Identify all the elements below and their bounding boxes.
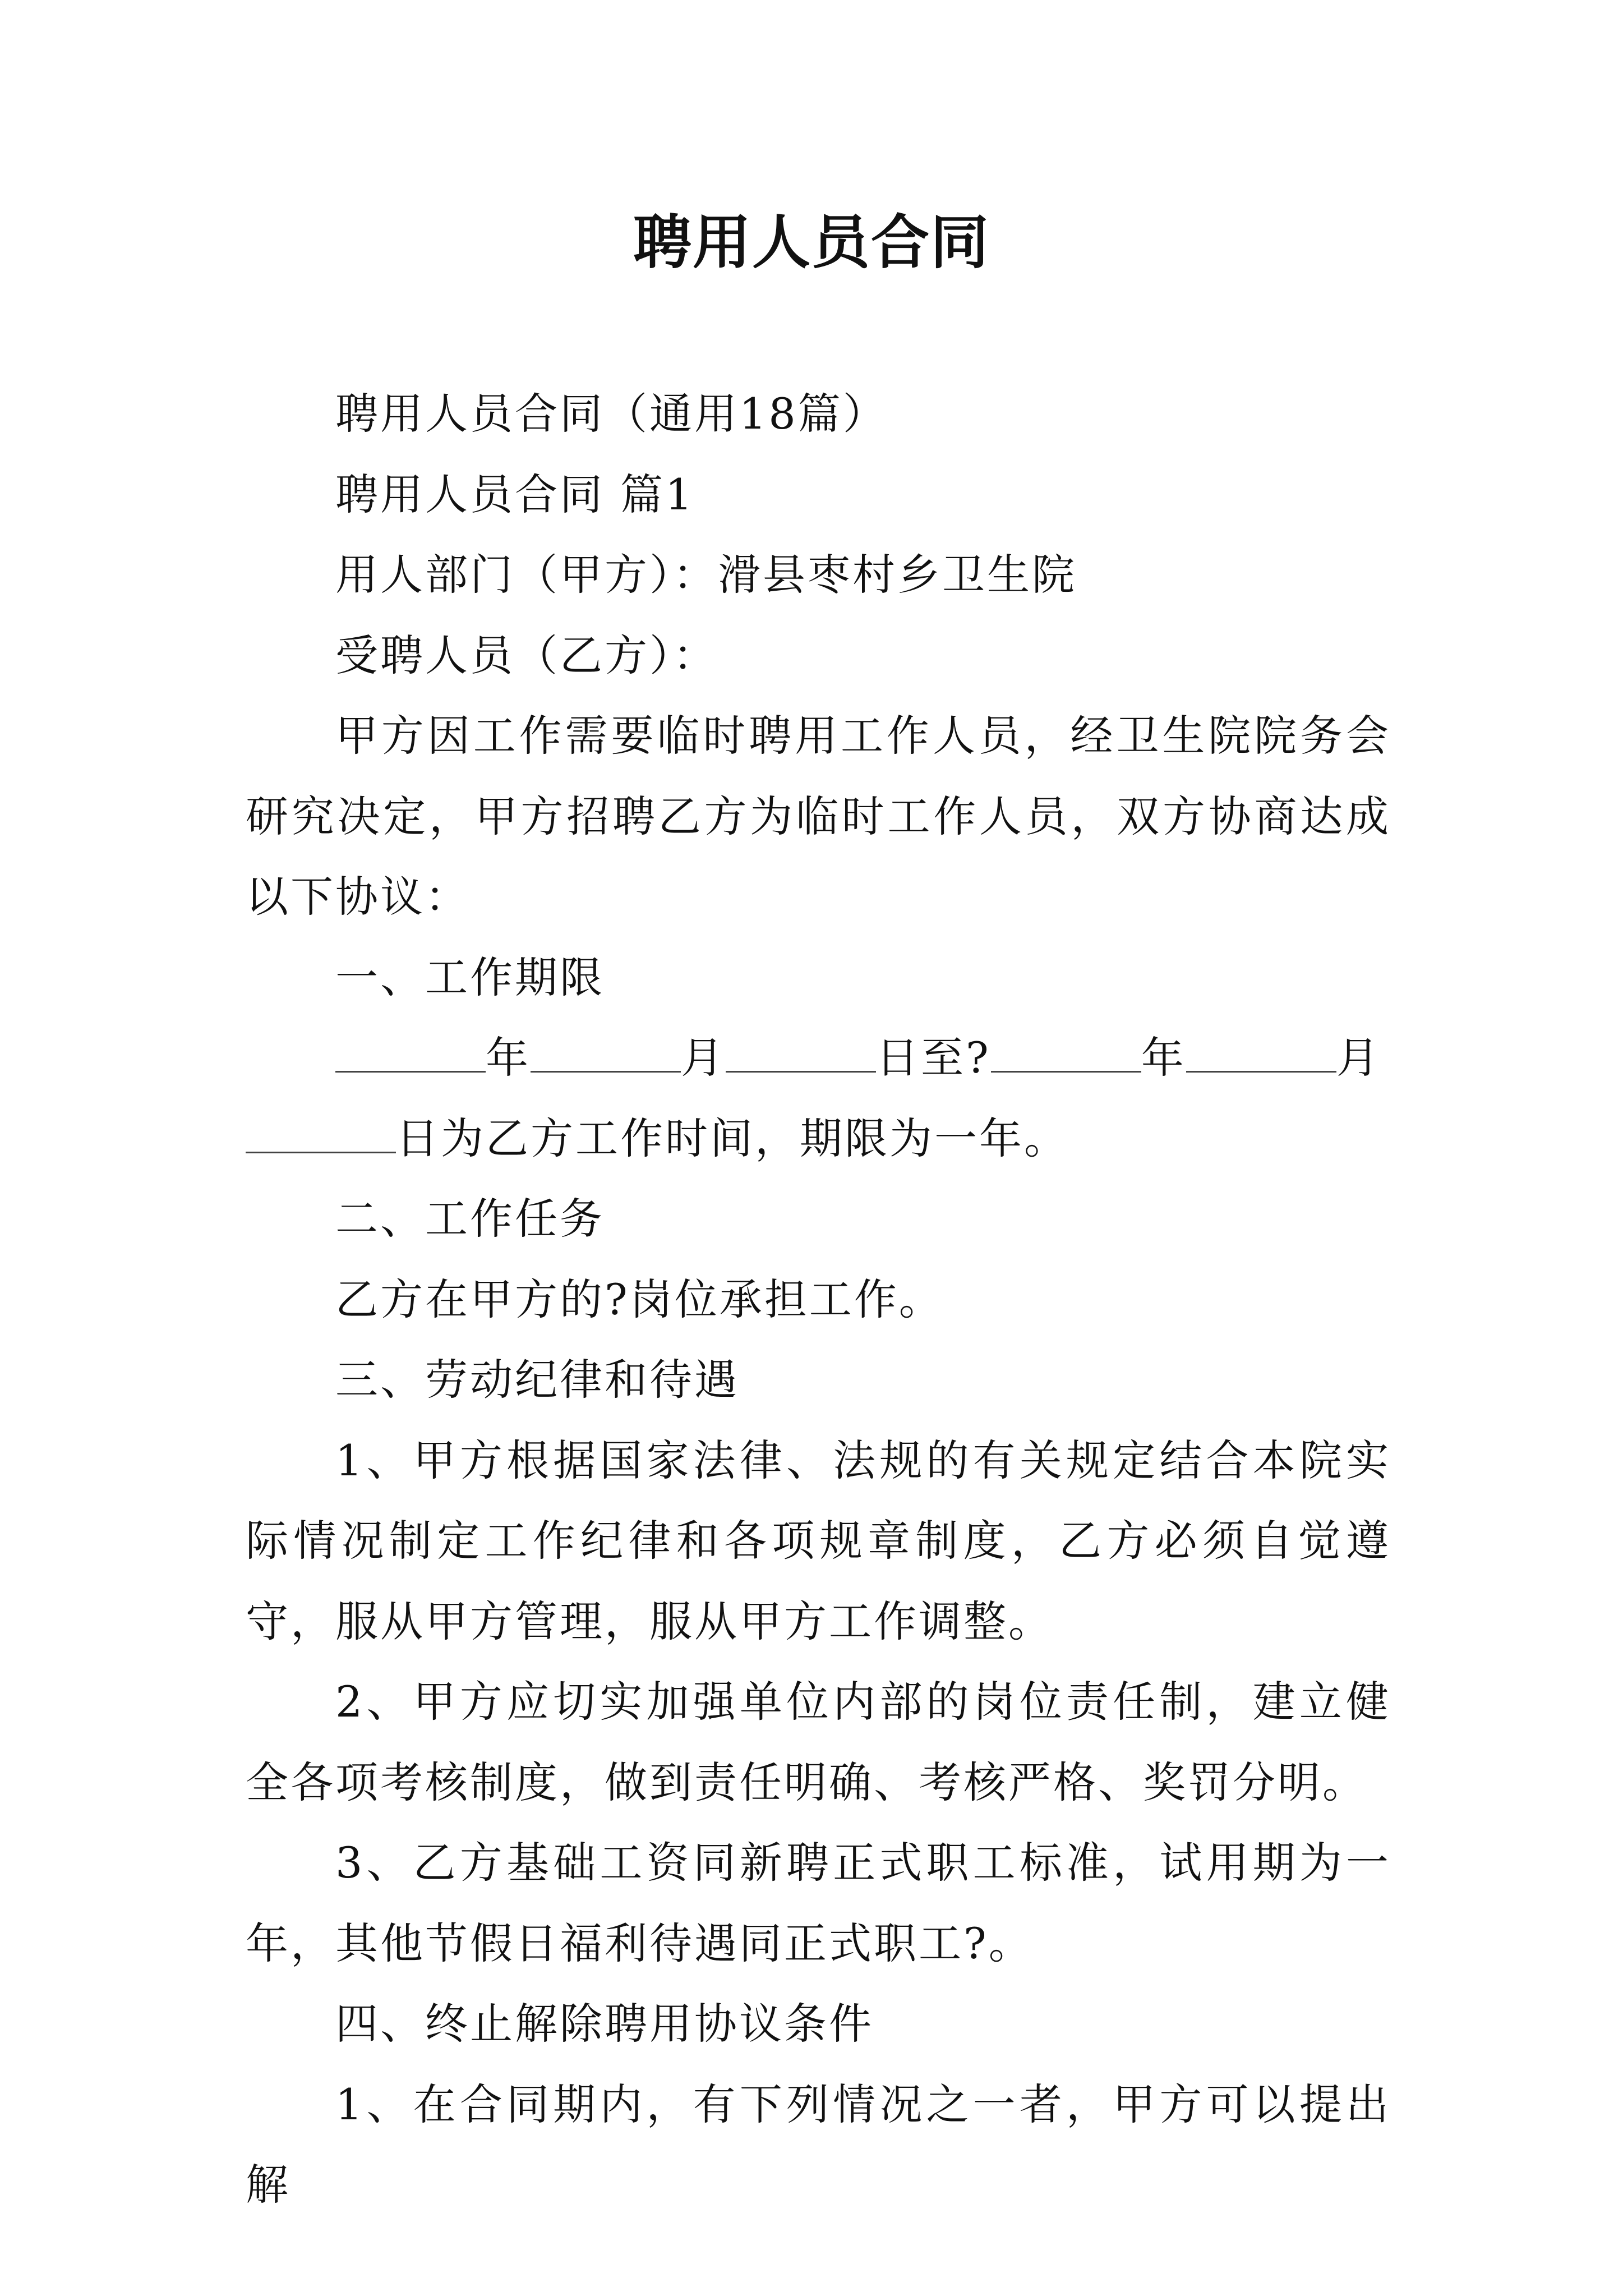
blank-field — [246, 1115, 396, 1153]
paragraph: 用人部门（甲方）：滑县枣村乡卫生院 — [335, 550, 1077, 600]
paragraph: 乙方在甲方的?岗位承担工作。 — [335, 1274, 944, 1324]
blank-field — [726, 1034, 876, 1073]
paragraph: 聘用人员合同 篇1 — [335, 469, 695, 519]
blank-field — [335, 1034, 486, 1073]
paragraph: 2、甲方应切实加强单位内部的岗位责任制，建立健全各项考核制度，做到责任明确、考核严格、奖罚分明。 — [246, 1677, 1391, 1807]
paragraph: 聘用人员合同（通用18篇） — [335, 389, 888, 439]
paragraph: 3、乙方基础工资同新聘正式职工标准，试用期为一年，其他节假日福利待遇同正式职工?。 — [246, 1838, 1391, 1968]
blank-field — [991, 1034, 1141, 1073]
paragraph: 1、甲方根据国家法律、法规的有关规定结合本院实际情况制定工作纪律和各项规章制度，乙方必须自觉遵守，服从甲方管理，服从甲方工作调整。 — [246, 1435, 1391, 1646]
term-day-to-label: 日至? — [876, 1033, 991, 1083]
term-month-label: 月 — [1336, 1033, 1381, 1083]
paragraph: 1、在合同期内，有下列情况之一者，甲方可以提出解 — [246, 2079, 1391, 2210]
paragraph: 甲方因工作需要临时聘用工作人员，经卫生院院务会研究决定，甲方招聘乙方为临时工作人员，双方协商达成以下协议： — [246, 711, 1391, 922]
section-heading: 二、工作任务 — [335, 1194, 605, 1244]
section-heading: 四、终止解除聘用协议条件 — [335, 1999, 874, 2049]
section-heading: 三、劳动纪律和待遇 — [335, 1355, 739, 1405]
term-month-label: 月 — [681, 1033, 726, 1083]
term-tail-text: 日为乙方工作时间，期限为一年。 — [396, 1113, 1069, 1163]
term-year-label: 年 — [1141, 1033, 1186, 1083]
paragraph: 受聘人员（乙方）： — [335, 630, 718, 680]
section-heading: 一、工作期限 — [335, 952, 605, 1002]
term-year-label: 年 — [486, 1033, 531, 1083]
blank-field — [531, 1034, 681, 1073]
blank-field — [1186, 1034, 1336, 1073]
term-line-continued — [246, 1098, 1391, 1179]
document-body — [246, 374, 1391, 2225]
term-line — [246, 1018, 1391, 1098]
document-title: 聘用人员合同 — [633, 208, 990, 277]
